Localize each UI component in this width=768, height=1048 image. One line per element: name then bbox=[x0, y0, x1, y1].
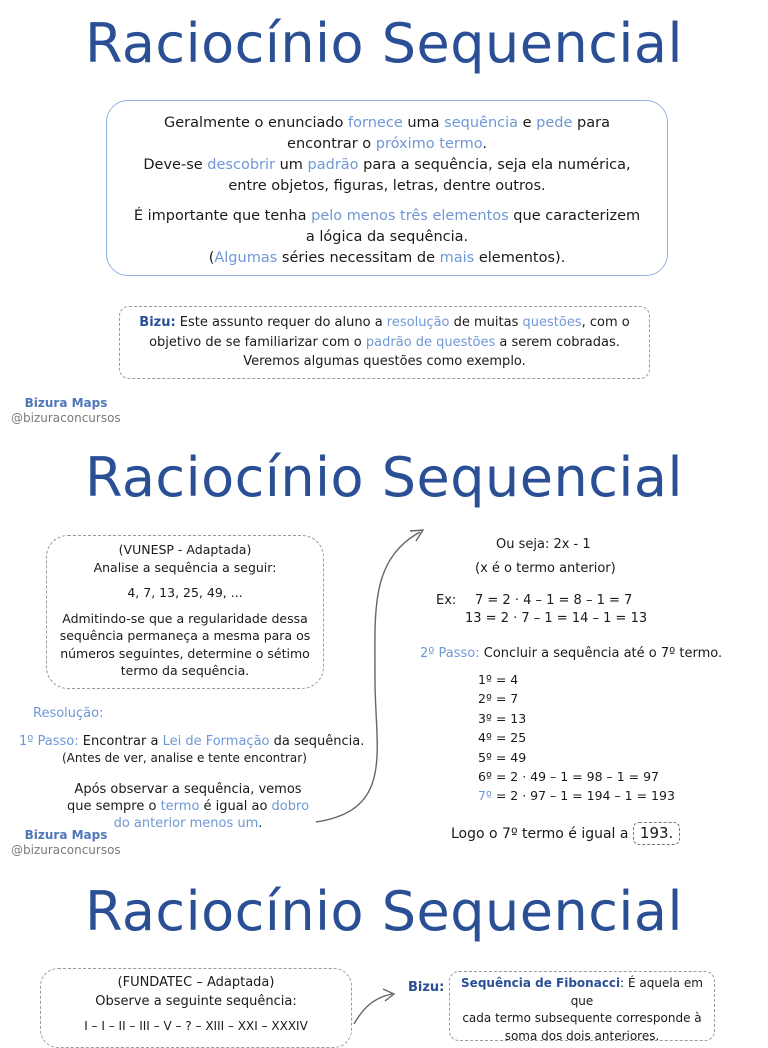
intro-line-7: (Algumas séries necessitam de mais elementos). bbox=[208, 250, 566, 266]
page-title-3: Raciocínio Sequencial bbox=[84, 880, 683, 943]
observation-line-1: Após observar a sequência, vemos bbox=[74, 782, 302, 797]
question-text-1: Admitindo-se que a regularidade dessa bbox=[62, 610, 308, 626]
question-box-2 bbox=[40, 968, 352, 1048]
conclusion-line: Logo o 7º termo é igual a 193. bbox=[451, 822, 680, 845]
bizu-line-1: Bizu: Este assunto requer do aluno a resolução de muitas questões, com o bbox=[139, 315, 630, 330]
term-row: 3º = 13 bbox=[478, 710, 527, 726]
example-2: 13 = 2 · 7 – 1 = 14 – 1 = 13 bbox=[465, 611, 648, 626]
intro-line-5: É importante que tenha pelo menos três elementos que caracterizem bbox=[133, 208, 641, 224]
term-row: 4º = 25 bbox=[478, 730, 527, 746]
observation-line-2: que sempre o termo é igual ao dobro bbox=[66, 799, 310, 814]
intro-line-4: entre objetos, figuras, letras, dentre outros. bbox=[228, 178, 546, 194]
bizu-line-3: Veremos algumas questões como exemplo. bbox=[243, 354, 526, 369]
bizu-tip-box bbox=[119, 306, 650, 379]
rule-note: (x é o termo anterior) bbox=[475, 561, 616, 576]
bizu-label: Bizu: bbox=[139, 315, 176, 330]
example-label: Ex: bbox=[436, 593, 457, 608]
term-row: 5º = 49 bbox=[478, 749, 527, 765]
question2-source: (FUNDATEC – Adaptada) bbox=[117, 975, 275, 990]
example-1: 7 = 2 · 4 – 1 = 8 – 1 = 7 bbox=[475, 593, 633, 608]
fibonacci-line-2: cada termo subsequente corresponde à bbox=[462, 1011, 702, 1025]
page-title-2: Raciocínio Sequencial bbox=[84, 446, 683, 509]
step-2-line: 2º Passo: Concluir a sequência até o 7º termo. bbox=[420, 646, 723, 661]
step-1-note: (Antes de ver, analise e tente encontrar) bbox=[62, 751, 307, 765]
fibonacci-tip-box bbox=[449, 971, 715, 1041]
brand-name: Bizura Maps bbox=[24, 396, 108, 410]
terms-list bbox=[478, 670, 675, 806]
bizu-label-2: Bizu: bbox=[408, 980, 445, 995]
brand-watermark-2 bbox=[11, 828, 121, 858]
fibonacci-line-1: Sequência de Fibonacci: É aquela em que bbox=[461, 976, 703, 1008]
question-text-3: números seguintes, determine o sétimo bbox=[60, 645, 310, 661]
page-title-1: Raciocínio Sequencial bbox=[84, 12, 683, 75]
term-row: 2º = 7 bbox=[478, 691, 519, 707]
term-row: 6º = 2 · 49 – 1 = 98 – 1 = 97 bbox=[478, 769, 659, 785]
brand-name: Bizura Maps bbox=[24, 828, 108, 842]
question-box-1 bbox=[46, 535, 324, 689]
brand-handle: @bizuraconcursos bbox=[11, 843, 121, 857]
term-row: 7º = 2 · 97 – 1 = 194 – 1 = 193 bbox=[478, 788, 675, 804]
question-sequence: 4, 7, 13, 25, 49, ... bbox=[127, 585, 243, 600]
question-text-2: sequência permaneça a mesma para os bbox=[59, 628, 311, 643]
resolution-heading: Resolução: bbox=[33, 706, 104, 721]
question2-sequence: I – I – II – III – V – ? – XIII – XXI – XXXIV bbox=[84, 1019, 308, 1033]
question2-prompt: Observe a seguinte sequência: bbox=[95, 994, 297, 1009]
intro-line-1: Geralmente o enunciado fornece uma sequência e pede para bbox=[164, 115, 610, 131]
intro-line-3: Deve-se descobrir um padrão para a sequência, seja ela numérica, bbox=[143, 157, 631, 173]
bizu-line-2: objetivo de se familiarizar com o padrão de questões a serem cobradas. bbox=[149, 334, 620, 350]
intro-line-6: a lógica da sequência. bbox=[305, 229, 469, 245]
fibonacci-line-3: soma dos dois anteriores. bbox=[504, 1028, 660, 1043]
question-source: (VUNESP - Adaptada) bbox=[118, 542, 252, 557]
observation-block bbox=[60, 781, 316, 832]
brand-handle: @bizuraconcursos bbox=[11, 411, 121, 425]
step-1-line: 1º Passo: Encontrar a Lei de Formação da sequência. bbox=[19, 734, 365, 749]
question-text-4: termo da sequência. bbox=[120, 663, 250, 678]
observation-line-3: do anterior menos um. bbox=[113, 816, 263, 831]
brand-watermark-1 bbox=[11, 396, 121, 426]
answer-box: 193. bbox=[633, 822, 680, 845]
question-prompt: Analise a sequência a seguir: bbox=[93, 559, 277, 575]
intro-line-2: encontrar o próximo termo. bbox=[287, 136, 487, 152]
arrow-connector-1 bbox=[300, 520, 440, 830]
intro-box bbox=[106, 100, 668, 276]
arrow-connector-2 bbox=[350, 984, 410, 1024]
term-row: 1º = 4 bbox=[478, 672, 519, 687]
rule-formula: Ou seja: 2x - 1 bbox=[496, 537, 591, 552]
